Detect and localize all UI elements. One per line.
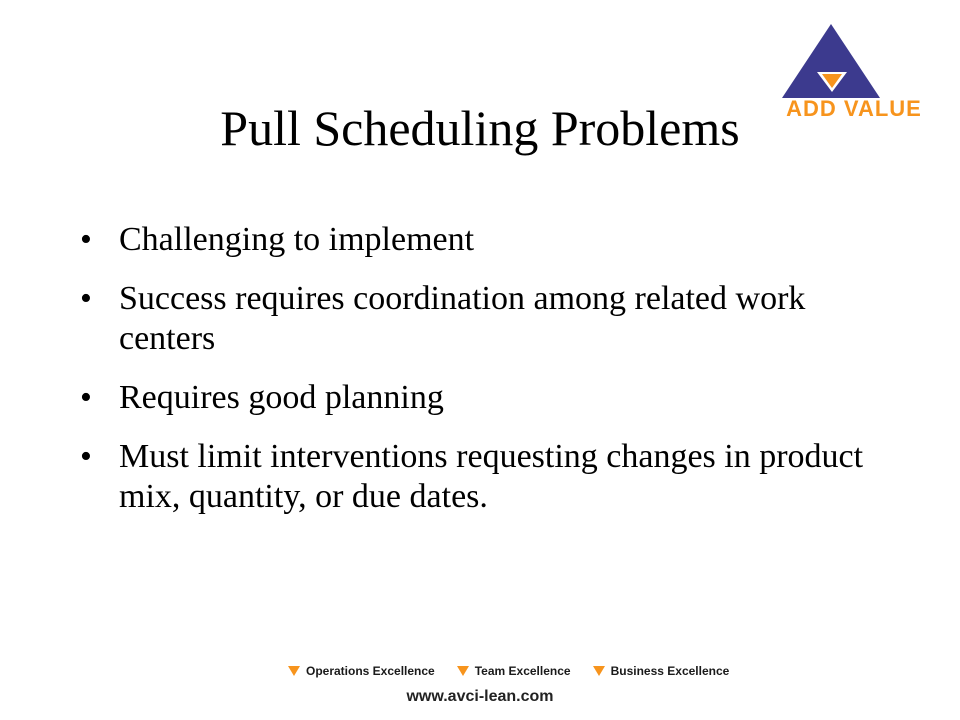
bullet-item (80, 378, 900, 418)
logo-text: ADD VALUE (786, 96, 922, 121)
bullet-text: Success requires coordination among related work centers (119, 280, 806, 357)
footer-tagline (288, 664, 751, 678)
bullet-list (80, 220, 900, 536)
bullet-icon: • (80, 221, 92, 258)
tagline-text: Operations Excellence (306, 664, 435, 678)
orange-down-triangle-icon (457, 666, 469, 676)
bullet-item (80, 279, 900, 359)
bullet-text: Requires good planning (119, 379, 444, 416)
bullet-icon: • (80, 379, 92, 416)
tagline-business (593, 664, 730, 678)
tagline-operations (288, 664, 435, 678)
tagline-team (457, 664, 571, 678)
tagline-text: Team Excellence (474, 664, 571, 678)
orange-down-triangle-icon (593, 666, 605, 676)
bullet-item (80, 220, 900, 260)
website-link[interactable]: www.avci-lean.com (406, 688, 554, 705)
tagline-text: Business Excellence (610, 664, 730, 678)
bullet-icon: • (80, 438, 92, 475)
bullet-icon: • (80, 280, 92, 317)
orange-down-triangle-icon (288, 666, 300, 676)
bullet-text: Challenging to implement (119, 221, 475, 258)
slide-title: Pull Scheduling Problems (220, 100, 740, 156)
bullet-item (80, 437, 900, 517)
bullet-text: Must limit interventions requesting changes in product mix, quantity, or due dates. (119, 438, 864, 515)
